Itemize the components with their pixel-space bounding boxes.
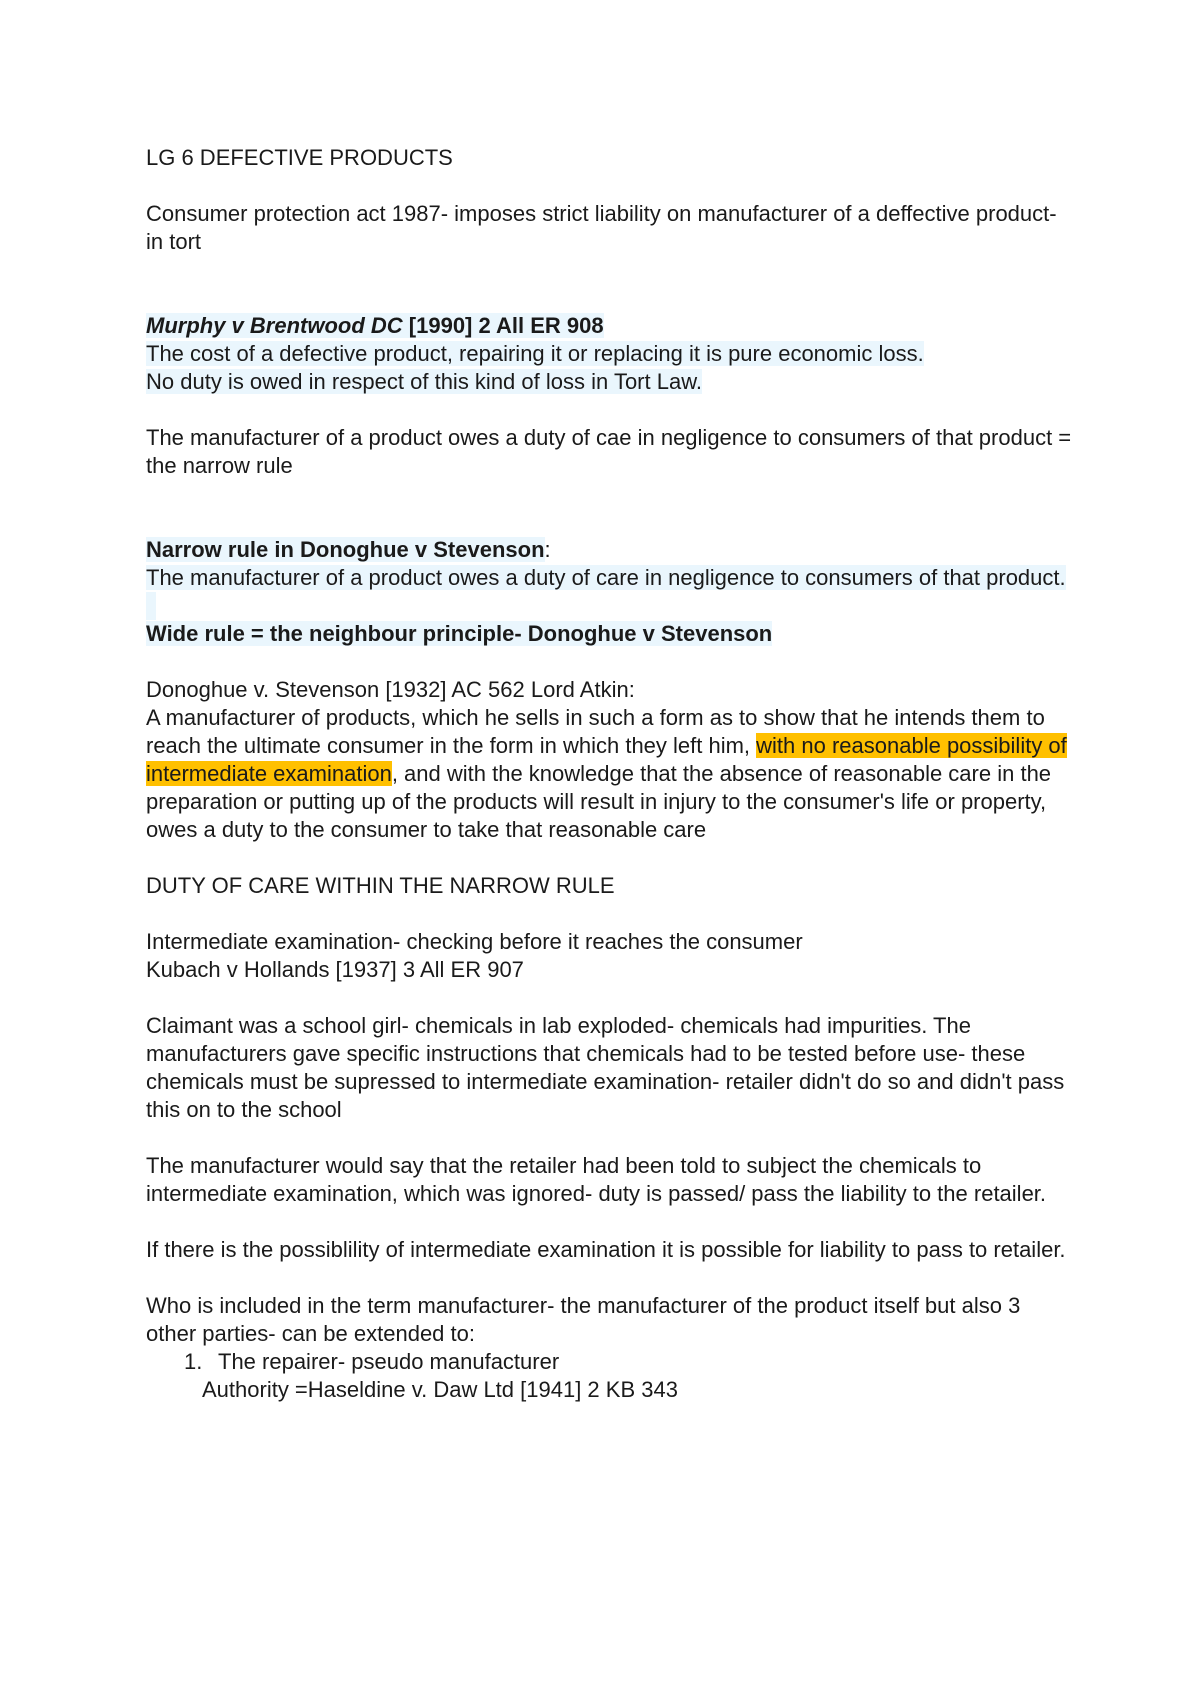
donoghue-citation: Donoghue v. Stevenson [1932] AC 562 Lord Atkin: [146, 677, 635, 702]
highlighted-phrase: with no reasonable possibility of intermediate examination [146, 733, 1067, 786]
claimant-paragraph: Claimant was a school girl- chemicals in lab exploded- chemicals had impurities. The manufacturers gave specific instructions that chemicals had to be tested before use- these chemicals must be supressed to intermediate examination- retailer didn't do so and didn't pass this on to the school [146, 1013, 1065, 1122]
kubach-citation: Kubach v Hollands [1937] 3 All ER 907 [146, 957, 524, 982]
list-number: 1. [184, 1349, 203, 1374]
narrow-rule-heading: Narrow rule in Donoghue v Stevenson: [146, 537, 551, 562]
document-title: LG 6 DEFECTIVE PRODUCTS [146, 145, 453, 170]
murphy-citation: [1990] 2 All ER 908 [402, 313, 604, 338]
blue-spacer-line [146, 592, 1076, 620]
wide-rule-heading: Wide rule = the neighbour principle- Donoghue v Stevenson [146, 621, 773, 646]
list-item [146, 1348, 1076, 1376]
murphy-case-name: Murphy v Brentwood DC [146, 313, 403, 338]
narrow-summary-paragraph: The manufacturer of a product owes a duty of cae in negligence to consumers of that product = the narrow rule [146, 425, 1072, 478]
possibility-paragraph: If there is the possiblility of intermediate examination it is possible for liability to pass to retailer. [146, 1237, 1066, 1262]
murphy-case-heading [146, 312, 1076, 340]
cpa-paragraph: Consumer protection act 1987- imposes strict liability on manufacturer of a deffective product- in tort [146, 201, 1057, 254]
manufacturer-paragraph: The manufacturer would say that the retailer had been told to subject the chemicals to intermediate examination, which was ignored- duty is passed/ pass the liability to the retailer. [146, 1153, 1047, 1206]
murphy-line-2: No duty is owed in respect of this kind of loss in Tort Law. [146, 369, 702, 394]
intermediate-definition: Intermediate examination- checking before it reaches the consumer [146, 929, 803, 954]
list-item-authority: Authority =Haseldine v. Daw Ltd [1941] 2 KB 343 [202, 1377, 678, 1402]
who-paragraph: Who is included in the term manufacturer- the manufacturer of the product itself but also 3 other parties- can be extended to: [146, 1293, 1021, 1346]
donoghue-quote: A manufacturer of products, which he sells in such a form as to show that he intends them to reach the ultimate consumer in the form in which they left him, with no reasonable possibility of intermediate examination, and with the knowledge that the absence of reasonable care in the preparation or putting up of the products will result in injury to the consumer's life or property, owes a duty to the consumer to take that reasonable care [146, 705, 1067, 842]
murphy-line-1: The cost of a defective product, repairing it or replacing it is pure economic loss. [146, 341, 924, 366]
list-item-text: The repairer- pseudo manufacturer [218, 1349, 560, 1374]
narrow-rule-text: The manufacturer of a product owes a duty of care in negligence to consumers of that product. [146, 565, 1066, 590]
document-body [146, 144, 1076, 1404]
duty-heading: DUTY OF CARE WITHIN THE NARROW RULE [146, 873, 615, 898]
manufacturer-list [146, 1348, 1076, 1404]
